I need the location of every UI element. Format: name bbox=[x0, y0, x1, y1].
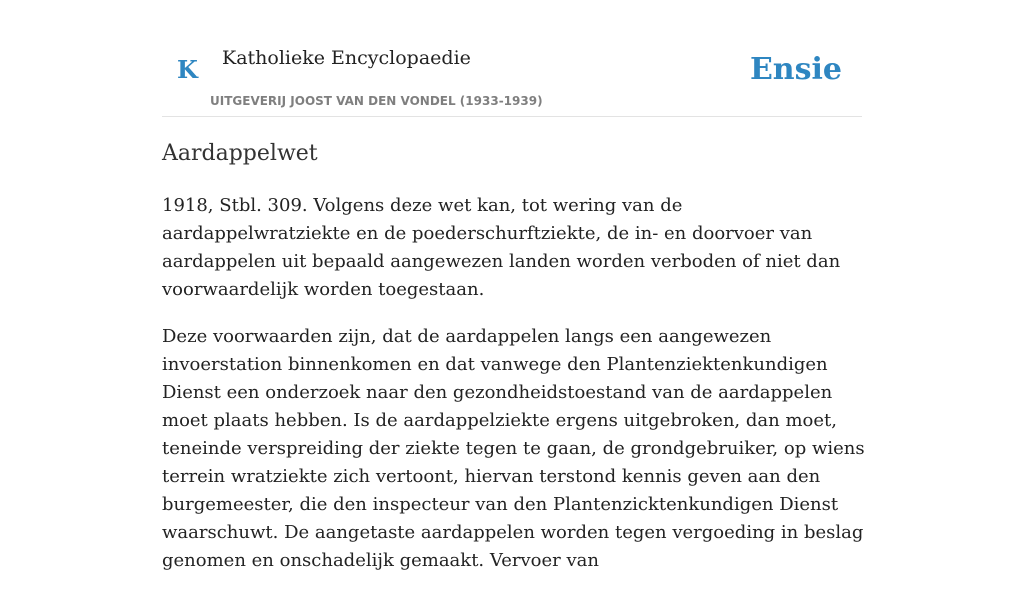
article-title: Aardappelwet bbox=[162, 141, 318, 166]
article bbox=[162, 138, 867, 594]
publisher-label: UITGEVERIJ JOOST VAN DEN VONDEL (1933-1939) bbox=[210, 94, 543, 108]
encyclopedia-name-link[interactable]: Katholieke Encyclopaedie bbox=[222, 47, 471, 69]
encyclopedia-logo[interactable]: K bbox=[177, 55, 198, 84]
ensie-brand-link[interactable]: Ensie bbox=[749, 52, 842, 87]
article-paragraph: Deze voorwaarden zijn, dat de aardappelen langs een aangewezen invoerstation binnenkomen en dat vanwege den Plantenziektenkundigen Dienst een onderzoek naar den gezondheidstoestand van de aardappelen moet plaats hebben. Is de aardappelziekte ergens uitgebroken, dan moet, teneinde verspreiding der ziekte tegen te gaan, de grondgebruiker, op wiens terrein wratziekte zich vertoont, hiervan terstond kennis geven aan den burgemeester, die den inspecteur van den Plantenzicktenkundigen Dienst waarschuwt. De aangetaste aardappelen worden tegen vergoeding in beslag genomen en onschadelijk gemaakt. Vervoer van bbox=[162, 326, 865, 571]
site-header bbox=[162, 0, 862, 117]
article-paragraph: 1918, Stbl. 309. Volgens deze wet kan, tot wering van de aardappelwratziekte en de poederschurftziekte, de in- en doorvoer van aardappelen uit bepaald aangewezen landen worden verboden of niet dan voorwaardelijk worden toegestaan. bbox=[162, 195, 841, 300]
